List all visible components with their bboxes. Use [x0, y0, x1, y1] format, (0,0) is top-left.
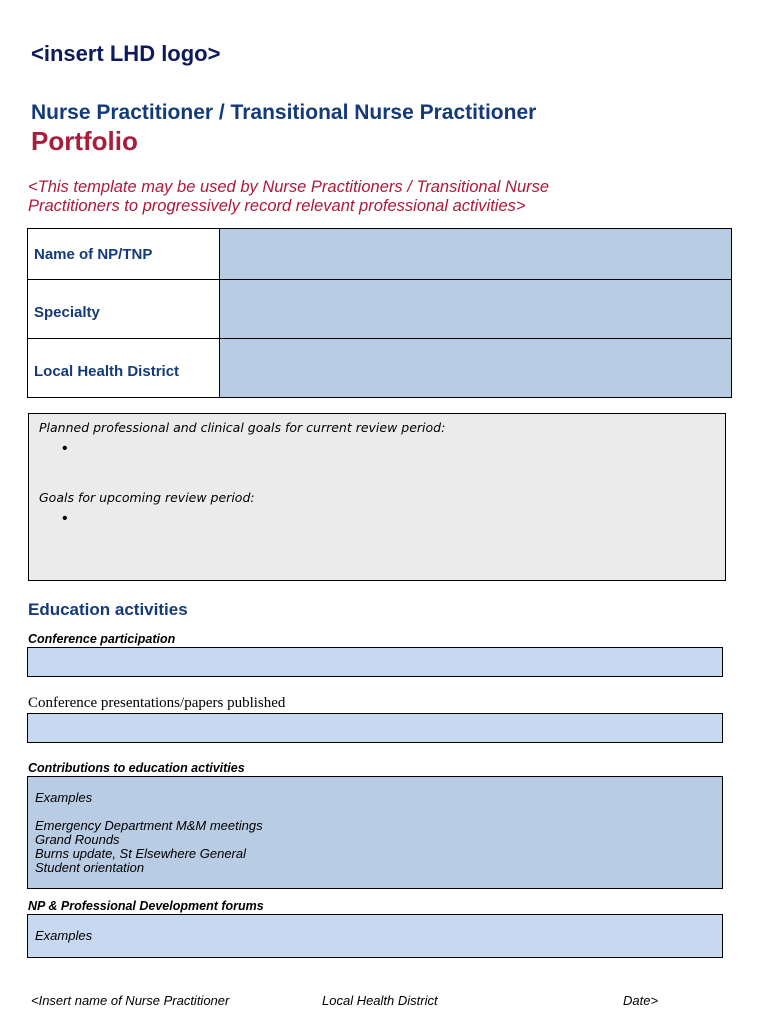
contributions-label: Contributions to education activities [28, 761, 245, 775]
current-goals-bullet: • [62, 440, 68, 457]
education-heading: Education activities [28, 600, 188, 619]
district-field[interactable] [220, 339, 732, 398]
list-item: Student orientation [35, 860, 145, 875]
list-item: Grand Rounds [35, 832, 120, 847]
footer-district: Local Health District [322, 993, 438, 1008]
info-label-name: Name of NP/TNP [28, 229, 220, 280]
np-forums-field[interactable] [27, 914, 723, 958]
intro-note-line: Practitioners to progressively record relevant professional activities> [28, 197, 526, 215]
specialty-field[interactable] [220, 280, 732, 339]
document-subtitle: Portfolio [31, 126, 138, 156]
upcoming-goals-label: Goals for upcoming review period: [39, 490, 255, 505]
np-forums-examples: Examples [35, 928, 93, 943]
info-label-specialty: Specialty [28, 280, 220, 339]
current-goals-label: Planned professional and clinical goals for current review period: [39, 420, 446, 435]
conference-participation-field[interactable] [27, 647, 723, 677]
intro-note [28, 178, 668, 216]
name-field[interactable] [220, 229, 732, 280]
list-item: Emergency Department M&M meetings [35, 818, 263, 833]
logo-placeholder: <insert LHD logo> [31, 41, 221, 66]
contributions-examples-heading: Examples [35, 790, 93, 805]
goals-box[interactable] [28, 413, 726, 581]
footer-date: Date> [623, 993, 659, 1008]
footer-name: <Insert name of Nurse Practitioner [31, 993, 230, 1008]
conference-presentations-field[interactable] [27, 713, 723, 743]
conference-participation-label: Conference participation [28, 632, 176, 646]
list-item: Burns update, St Elsewhere General [35, 846, 247, 861]
intro-note-line: <This template may be used by Nurse Practitioners / Transitional Nurse [28, 178, 550, 196]
upcoming-goals-bullet: • [62, 510, 68, 527]
np-forums-label: NP & Professional Development forums [28, 899, 264, 913]
info-label-district: Local Health District [28, 339, 220, 398]
contributions-field[interactable] [27, 776, 723, 889]
document-title: Nurse Practitioner / Transitional Nurse Practitioner [31, 101, 537, 124]
conference-presentations-label: Conference presentations/papers published [28, 695, 286, 711]
info-table [27, 228, 732, 398]
